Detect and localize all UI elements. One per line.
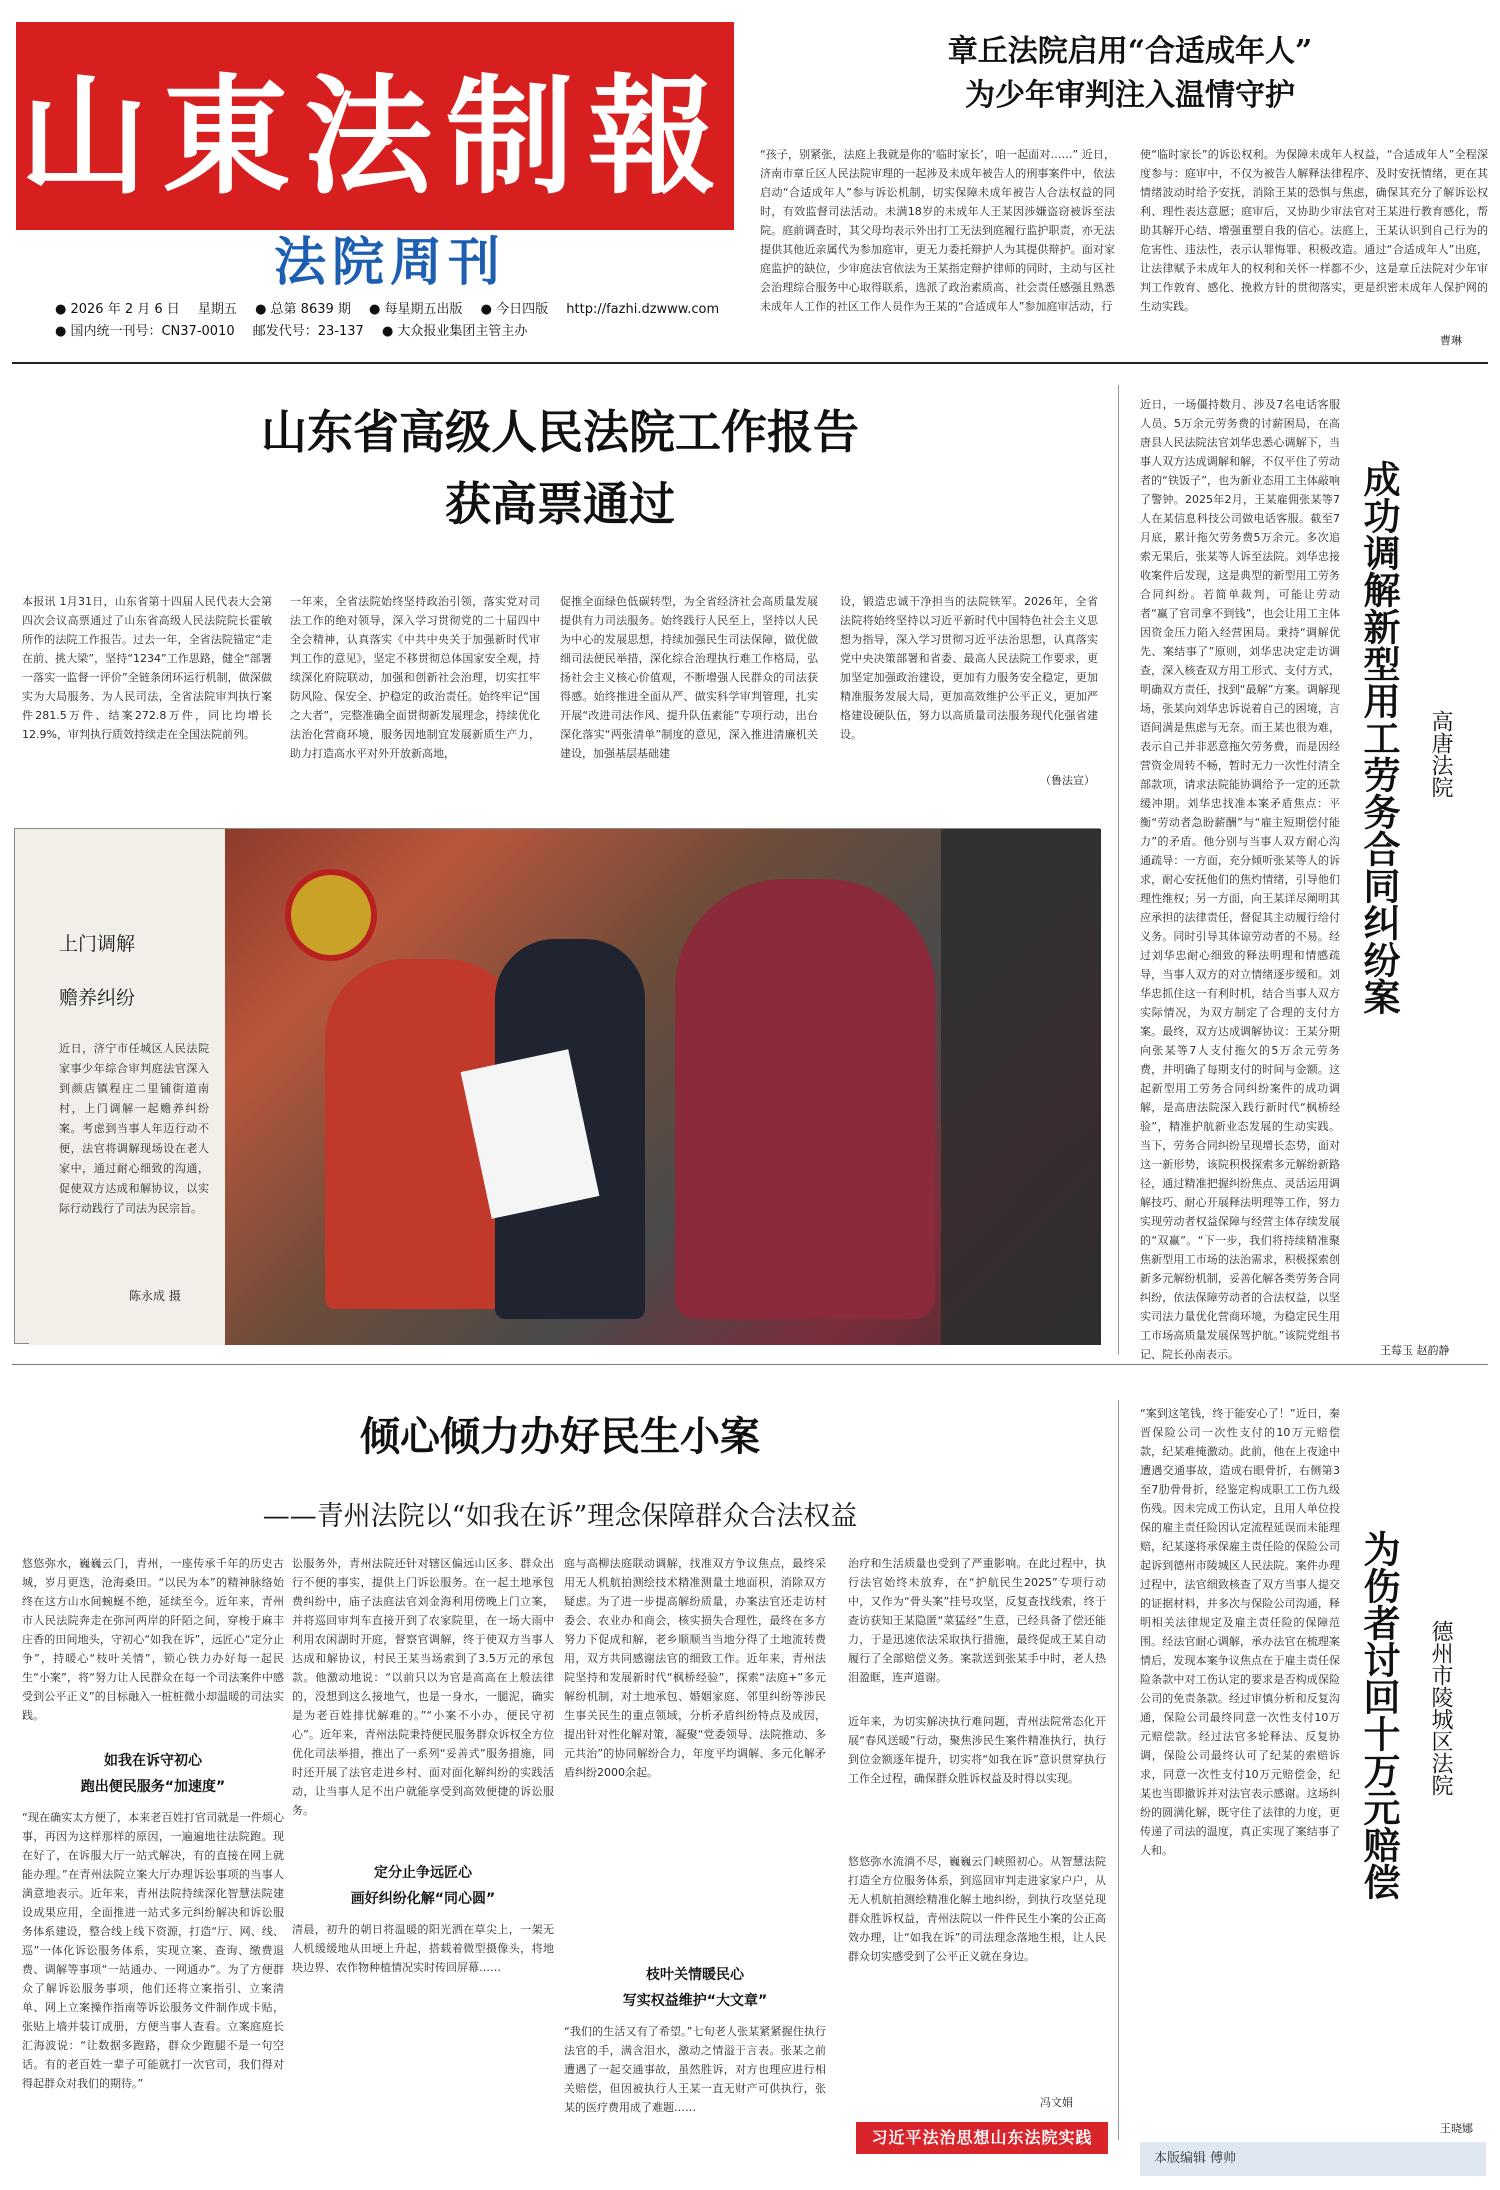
photo-person-elder [675, 879, 935, 1319]
report-col-4: 设，锻造忠诚干净担当的法院铁军。2026年，全省法院将始终坚持以习近平新时代中国特色社会主义思想为指导，深入学习贯彻习近平法治思想，认真落实党中央决策部署和省委、最高人民法院工作要求，更加坚定加强政治建设，更加有力服务安全稳定，更加精准服务发展大局，更加高效维护公平正义，更加严格建设硬队伍，努力以高质量司法服务现代化强省建设。 [840, 595, 1098, 741]
qingzhou-col-3b: “我们的生活又有了希望。”七旬老人张某紧紧握住执行法官的手，满含泪水，激动之情溢于言表。张某之前遭遇了一起交通事故，虽然胜诉，对方也理应进行相关赔偿，但因被执行人王某一直无财产可供执行，张某的医疗费用成了难题…… [564, 2025, 826, 2114]
photo-window [941, 829, 1101, 1345]
headline-line-1: 山东省高级人民法院工作报告 [261, 405, 859, 459]
section-heading-line-2: 跑出便民服务“加速度” [80, 1779, 226, 1795]
photo-credit: 陈永成 摄 [129, 1289, 181, 1303]
qingzhou-section-3-heading [564, 1962, 826, 2014]
qingzhou-headline: 倾心倾力办好民生小案 [360, 1413, 760, 1460]
section-heading-line-2: 画好纠纷化解“同心圆” [350, 1891, 496, 1907]
top-article-headline [770, 30, 1490, 118]
qingzhou-col-3a: 庭与高柳法庭联动调解，找准双方争议焦点，最终采用无人机航拍测绘技术精准测量土地面积，消除双方疑虑。为了进一步提高解纷质量，办案法官还走访村委会、农业办和商会，核实损失合理性，最终在多方努力下促成和解，老乡顺顺当当地分得了土地流转费用，双方共同感谢法官的细致工作。近年来，青州法院坚持和发展新时代“枫桥经验”，探索“法庭+”多元解纷机制，对土地承包、婚姻家庭、邻里纠纷等涉民生事关民生的重点领域，分析矛盾纠纷特点及成因，提出针对性化解对策，凝聚“党委领导、法院推动、多元共治”的协同解纷合力，年度平均调解、多元化解矛盾纠纷2000余起。 [564, 1557, 826, 1779]
divider [12, 362, 1488, 364]
section-heading-line-1: 定分止争远匠心 [374, 1865, 472, 1881]
qingzhou-col-4c: 悠悠弥水流淌不尽，巍巍云门峡照初心。从智慧法院打造全方位服务体系，到巡回审判走进家家户户，从无人机航拍测绘精准化解土地纠纷，到执行攻坚兑现群众胜诉权益，青州法院以一件件民生小案的公正高效办理，让“如我在诉”的司法理念落地生根，让人民群众切实感受到了公平正义就在身边。 [848, 1855, 1106, 1963]
compensation-byline: 王晓娜 [1440, 2122, 1473, 2135]
photo-caption-title-2: 赡养纠纷 [59, 987, 136, 1009]
qingzhou-subheadline: ——青州法院以“如我在诉”理念保障群众合法权益 [262, 1501, 858, 1532]
qingzhou-col-2a: 讼服务外，青州法院还针对辖区偏远山区多、群众出行不便的事实，提供上门诉讼服务。在一起土地承包费纠纷中，庙子法庭法官刘金海利用傍晚上门立案，并将巡回审判车直接开到了农家院里，在一场大雨中利用农闲湖时开庭，督察官调解，终于使双方当事人达成和解协议，村民王某当场索到了3.5万元的承包款。他激动地说：“以前只以为官是高高在上般法律的，没想到这么接地气，也是一身水，一腿泥，确实是为老百姓排忧解难的。”“小案不小办，便民守初心”。近年来，青州法院秉持便民服务群众诉权全方位优化司法举措，推出了一系列“妥善式”服务措施，同时还开展了法官走进乡村、面对面化解纠纷的实践活动，让当事人足不出户就能享受到高效便捷的诉讼服务。 [292, 1557, 554, 1817]
labor-vertical-title: 成功调解新型用工劳务合同纠纷案 [1357, 460, 1401, 1015]
publisher: ● 大众报业集团主管主办 [381, 324, 528, 339]
labor-court-name: 高唐法院 [1428, 710, 1453, 798]
qingzhou-section-1-heading [22, 1748, 284, 1800]
qingzhou-col-4a: 治疗和生活质量也受到了严重影响。在此过程中，执行法官始终未放弃，在“护航民生2025”专项行动中，又作为“骨头案”挂号攻坚，反复查找线索，终于查访获知王某隐匿“菜猛经”生意，已经具备了偿还能力，于是迅速依法采取执行措施，最终促成王某自动履行了全部赔偿义务。案款送到张某手中时，老人热泪盈眶，连声道谢。 [848, 1557, 1106, 1684]
page-count: ● 今日四版 [480, 302, 549, 317]
photo-caption-title-1: 上门调解 [59, 933, 136, 955]
column-divider [1118, 1400, 1119, 2140]
publish-frequency: ● 每星期五出版 [369, 302, 463, 317]
compensation-article-text: “案到这笔钱，终于能安心了！”近日，秦晋保险公司一次性支付的10万元赔偿款，纪某难掩激动。此前，他在上夜途中遭遇交通事故，造成右眼骨折，右侧第3至7肋骨骨折，经鉴定构成职工工伤九级伤残。因未完成工伤认定，且用人单位投保的雇主责任险因认定流程延误而未能理赔，纪某遂将承保雇主责任险的保险公司起诉到德州市陵城区人民法院。案件办理过程中，法官细致核查了双方当事人提交的证据材料，并多次与保险公司沟通，释明相关法律规定及雇主责任险的保障范围。经法官耐心调解，承办法官在梳理案情后，发现本案争议焦点在于雇主责任保险条款中对工伤认定的要求是否构成保险公司的免责条款。经过审慎分析和反复沟通，保险公司最终同意一次性支付10万元赔偿款。经过法官多轮释法、反复协调，保险公司最终认可了纪某的索赔诉求，同意一次性支付10万元赔偿金，纪某也当即撤诉并对法官表示感谢。这场纠纷的圆满化解，既守住了法律的力度，更传递了司法的温度，真正实现了案结事了人和。 [1140, 1407, 1340, 1857]
issue-date: ● 2026 年 2 月 6 日 [55, 302, 180, 317]
top-article-byline: 曹琳 [1440, 334, 1462, 347]
section-heading-line-2: 写实权益维护“大文章” [622, 1993, 768, 2009]
qingzhou-col-1b: “现在确实太方便了，本来老百姓打官司就是一件烦心事，再因为这样那样的原因，一遍遍地往法院跑。现在好了，在诉服大厅一站式解决，有的直接在网上就能办理。”在青州法院立案大厅办理诉讼事项的当事人満意地表示。近年来，青州法院持续深化智慧法院建设成果应用，全面推进一站式多元纠纷解决和诉讼服务体系建设，整合线上线下资源，打造“厅、网、线、巡”一体化诉讼服务体系，实现立案、查询、缴费退费、调解等事项“一站通办、一网通办”。为了方便群众了解诉讼服务事项，他们还将立案指引、立案清单、网上立案操作指南等诉讼服务文件制作成卡贴，张贴上墙并装订成册，方便当事人查看。立案庭庭长汇海波说：“让数据多跑路，群众少跑腿不是一句空话。有的老百姓一辈子可能就打一次官司，我们得对得起群众对我们的期待。” [22, 1811, 284, 2090]
issn: ● 国内统一刊号：CN37-0010 [55, 324, 235, 339]
section-heading-line-1: 枝叶关情暖民心 [646, 1967, 744, 1983]
photo-block [14, 828, 1100, 1344]
qingzhou-byline: 冯文娟 [1040, 2096, 1073, 2109]
qingzhou-section-2-heading [292, 1860, 554, 1912]
qingzhou-col-4b: 近年来，为切实解决执行难问题，青州法院常态化开展“春风送暖”行动，聚焦涉民生案件精准执行，执行到位金额逐年提升，切实将“如我在诉”意识贯穿执行工作全过程，确保群众胜诉权益及时得以实现。 [848, 1715, 1106, 1785]
website-link[interactable]: http://fazhi.dzwww.com [566, 302, 720, 317]
labor-byline: 王莓玉 赵韵静 [1380, 1344, 1450, 1357]
report-headline [20, 396, 1100, 540]
weekday: 星期五 [197, 302, 237, 317]
headline-line-2: 获高票通过 [445, 477, 675, 531]
masthead-logo: 山東法制報 [16, 22, 734, 230]
meta-line-2 [55, 322, 541, 342]
report-col-3: 促推全面绿色低碳转型，为全省经济社会高质量发展提供有力司法服务。始终践行人民至上，坚持以人民为中心的发展思想，持续加强民生司法保障，做优做细司法便民举措，深化综合治理执行难工作格局，弘扬社会主义核心价值观，不断增强人民群众的司法获得感。始终推进全面从严、做实科学审判管理，扎实开展“改进司法作风、提升队伍素能”专项行动，出台深化落实“两张清单”制度的意见，深入推进清廉机关建设，加强基层基础建 [560, 595, 818, 760]
section-heading-line-1: 如我在诉守初心 [104, 1753, 202, 1769]
compensation-vertical-title: 为伤者讨回十万元赔偿 [1357, 1530, 1401, 1900]
report-byline: （鲁法宣） [1040, 774, 1095, 787]
postal-code: 邮发代号：23-137 [252, 324, 364, 339]
section-title: 法院周刊 [273, 233, 506, 293]
top-article-col-2: 使“临时家长”的诉讼权利。为保障未成年人权益，“合适成年人”全程深度参与：庭审中，不仅为被告人解释法律程序、及时安抚情绪，更在其情绪波动时给予安抚，消除王某的恐惧与焦虑，确保其充分了解诉讼权利、理性表达意愿；庭审后，又协助少审法官对王某进行教育感化，帮助其解开心结、增强重塑自我的信心。法庭上，王某认识到自己行为的危害性、违法性，表示认罪悔罪、积极改造。通过“合适成年人”出庭，让法律赋予未成年人的权利和关怀一样都不少，这是章丘法院对少年审判工作敦育、感化、挽救方针的贯彻落实，更是织密未成年人保护网的生动实践。 [1140, 148, 1488, 313]
column-divider [1118, 385, 1119, 1355]
editor-credit: 本版编辑 傅帅 [1140, 2142, 1486, 2176]
divider [12, 1364, 1488, 1365]
issue-number: ● 总第 8639 期 [255, 302, 351, 317]
headline-line-2: 为少年审判注入温情守护 [965, 78, 1295, 113]
column-banner: 习近平法治思想山东法院实践 [856, 2122, 1108, 2154]
photo-caption-box [29, 829, 225, 1345]
qingzhou-col-1a: 悠悠弥水，巍巍云门，青州，一座传承千年的历史古城，岁月更迭，沧海桑田。“以民为本”的精神脉络始终在这方山水间蜿蜒不绝，延续至今。近年来，青州市人民法院奔走在弥河两岸的阡陌之间，穿梭于麻丰庄香的田间地头，守初心“如我在诉”，远匠心“定分止争”，持暖心“枝叶关情”，锁心铁力办好每一起民生“小案”，将“努力让人民群众在每一个司法案件中感受到公平正义”的目标融入一桩桩微小却温暖的司法实践。 [22, 1557, 284, 1722]
report-col-2: 一年来，全省法院始终坚持政治引领，落实党对司法工作的绝对领导，深入学习贯彻党的二十届四中全会精神，认真落实《中共中央关于加强新时代审判工作的意见》，坚定不移贯彻总体国家安全观，持续深化府院联动，加强和创新社会治理，切实扛牢防风险、保安全、护稳定的政治责任。始终牢记“国之大者”，完整准确全面贯彻新发展理念，持续优化法治化营商环境，服务因地制宜发展新质生产力，助力打造高水平对外开放新高地， [290, 595, 540, 760]
headline-line-1: 章丘法院启用“合适成年人” [947, 34, 1313, 69]
qingzhou-col-2b: 清晨，初升的朝日将温暖的阳光洒在草尖上，一架无人机缓缓地从田埂上升起，搭载着微型摄像头，将地块边界、农作物种植情况实时传回屏幕…… [292, 1923, 554, 1974]
news-photo [225, 829, 1101, 1345]
top-article-col-1: “孩子，别紧张，法庭上我就是你的‘临时家长’，咱一起面对……” 近日，济南市章丘区人民法院审理的一起涉及未成年被告人的刑事案件中，依法启动“合适成年人”参与诉讼机制，切实保障未成年被告人合法权益的同时，有效监督司法活动。未满18岁的未成年人王某因涉嫌盗窃被诉至法院。庭前调查时，其父母均表示外出打工无法到庭履行监护职责，亦无法提供其他近亲属代为参加庭审，更无力委托辩护人为其提供辩护。面对家庭监护的缺位，少审庭法官依法为王某指定辩护律师的同时，主动与区社会治理综合服务中心取得联系，选派了政治素质高、社会责任感强且熟悉未成年人工作的社区工作人员作为王某的“合适成年人”参加庭审活动，行 [760, 148, 1115, 313]
photo-caption-text: 近日，济宁市任城区人民法院家事少年综合审判庭法官深入到颜店镇程庄二里铺街道南村，上门调解一起赡养纠纷案。考虑到当事人年迈行动不便，法官将调解现场设在老人家中，通过耐心细致的沟通，促使双方达成和解协议，以实际行动践行了司法为民宗旨。 [59, 1042, 209, 1215]
court-emblem-icon [285, 869, 377, 961]
labor-article-text: 近日，一场僵持数月、涉及7名电话客服人员、5万余元劳务费的讨薪困局，在高唐县人民法院法官刘华忠悉心调解下，当事人双方达成调解和解，不仅平住了劳动者的“铁饭子”，也为新业态用工主体敲响了警钟。2025年2月，王某雇佣张某等7人在某信息科技公司做电话客服。截至7月底，累计拖欠劳务费5万余元。多次追索无果后，张某等人诉至法院。刘华忠接收案件后发现，这是典型的新型用工劳务合同纠纷。若简单裁判，可能让劳动者“赢了官司拿不到钱”，也会让用工主体因资金压力陷入经营困局。秉持“调解优先、案结事了”原则，刘华忠决定走访调查，深入核查双方用工形式、支付方式，明确双方责任，找到“最解”方案。调解现场，张某向刘华忠诉说着自己的困境，言语间满是焦虑与无奈。而王某也很为难，表示自己并非恶意拖欠劳务费，而是因经营资金周转不畅，暂时无力一次性付清全部款项，请求法院能协调给予一定的还款缓冲期。刘华忠找准本案矛盾焦点：平衡“劳动者急盼薪酬”与“雇主短期偿付能力”的矛盾。他分别与当事人双方耐心沟通疏导：一方面，充分倾听张某等人的诉求，耐心安抚他们的焦灼情绪，引导他们理性维权；另一方面，向王某详尽阐明其应承担的法律责任，督促其主动履行给付义务。同时引导其体谅劳动者的不易。经过刘华忠耐心细致的释法明理和情感疏导，当事人双方的对立情绪逐步缓和。刘华忠抓住这一有利时机，结合当事人双方实际情况，为双方制定了合理的支付方案。最终，双方达成调解协议：王某分期向张某等7人支付拖欠的5万余元劳务费，并明确了每期支付的时间与金额。这起新型用工劳务合同纠纷案件的成功调解，是高唐法院深入践行新时代“枫桥经验”，精准护航新业态发展的生动实践。当下，劳务合同纠纷呈现增长态势，面对这一新形势，该院积极探索多元解纷新路径，通过精准把握纠纷焦点、灵活运用调解技巧、耐心开展释法明理等工作，努力实现劳动者权益保障与经营主体存续发展的“双赢”。“下一步，我们将持续精准聚焦新型用工市场的法治需求，积极探索创新多元解纷机制，妥善化解各类劳务合同纠纷，依法保障劳动者的合法权益，以坚实司法力量优化营商环境，为稳定民生用工市场高质量发展保驾护航。”该院党组书记、院长孙南表示。 [1140, 398, 1340, 1361]
meta-line-1 [55, 300, 733, 320]
report-col-1: 本报讯 1月31日，山东省第十四届人民代表大会第四次会议高票通过了山东省高级人民法院院长霍敏所作的法院工作报告。过去一年，全省法院锚定“走在前、挑大梁”，坚持“1234”工作思路，健全“部署一落实一监督一评价”全链条闭环运行机制，做深做实为大局服务、为人民司法，全省法院审判执行案件281.5万件、结案272.8万件，同比均增长12.9%，审判执行质效持续走在全国法院前列。 [22, 595, 272, 741]
compensation-court-name: 德州市陵城区法院 [1428, 1620, 1453, 1796]
